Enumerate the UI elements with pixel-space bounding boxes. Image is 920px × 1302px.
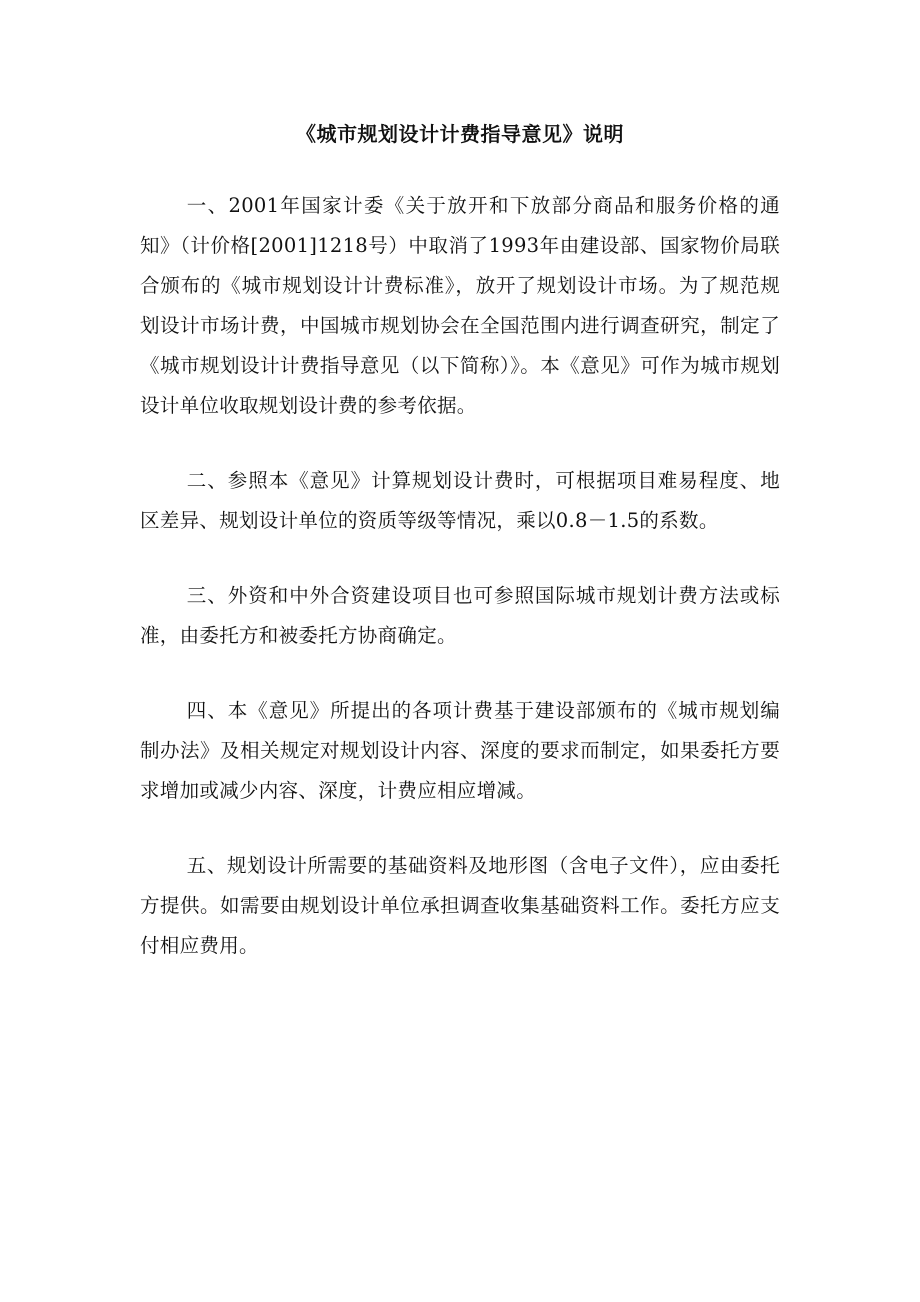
- paragraph-1: 一、2001年国家计委《关于放开和下放部分商品和服务价格的通知》（计价格[2001]1218号）中取消了1993年由建设部、国家物价局联合颁布的《城市规划设计计费标准》，放开了规划设计市场。为了规范规划设计市场计费，中国城市规划协会在全国范围内进行调查研究，制定了《城市规划设计计费指导意见（以下简称）》。本《意见》可作为城市规划设计单位收取规划设计费的参考依据。: [140, 194, 780, 417]
- paragraph-2: 二、参照本《意见》计算规划设计费时，可根据项目难易程度、地区差异、规划设计单位的资质等级等情况，乘以0.8－1.5的系数。: [140, 469, 780, 532]
- paragraph-4: 四、本《意见》所提出的各项计费基于建设部颁布的《城市规划编制办法》及相关规定对规划设计内容、深度的要求而制定，如果委托方要求增加或减少内容、深度，计费应相应增减。: [140, 699, 780, 802]
- document-body: [140, 186, 780, 1001]
- paragraph-3: 三、外资和中外合资建设项目也可参照国际城市规划计费方法或标准，由委托方和被委托方协商确定。: [140, 584, 780, 647]
- document-title: 《城市规划设计计费指导意见》说明: [296, 122, 624, 146]
- paragraph-5: 五、规划设计所需要的基础资料及地形图（含电子文件），应由委托方提供。如需要由规划设计单位承担调查收集基础资料工作。委托方应支付相应费用。: [140, 854, 780, 957]
